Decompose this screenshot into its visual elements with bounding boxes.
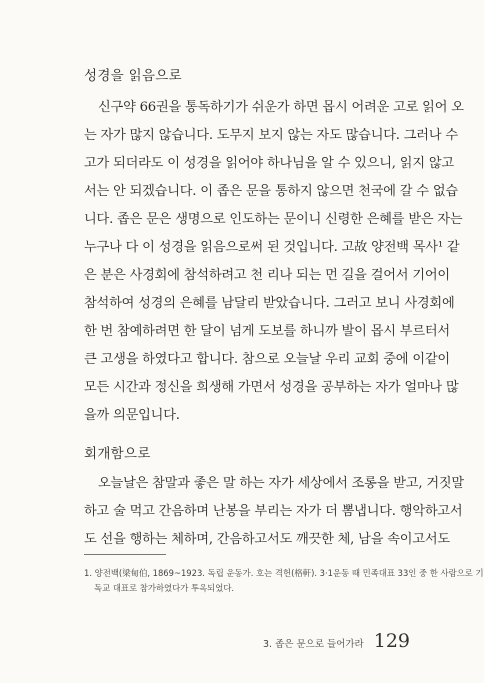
paragraph-reading-bible [84,94,464,430]
footnote-divider [84,554,166,555]
text-line: 큰 고생을 하였다고 합니다. 참으로 오늘날 우리 교회 중에 이같이 [84,352,450,367]
footnote [84,566,484,596]
text-line: 고가 되더라도 이 성경을 읽어야 하나님을 알 수 있으니, 읽지 않고 [84,156,454,171]
text-line: 서는 안 되겠습니다. 이 좁은 문을 통하지 않으면 천국에 갈 수 없습 [84,184,458,199]
text-line: 한 번 참예하려면 한 달이 넘게 도보를 하니까 발이 몹시 부르터서 [84,324,450,339]
text-line: 는 자가 많지 않습니다. 도무지 보지 않는 자도 많습니다. 그러나 수 [84,128,458,143]
text-line: 도 선을 행하는 체하며, 간음하고서도 깨끗한 체, 남을 속이고서도 [84,532,450,547]
text-line: 오늘날은 참말과 좋은 말 하는 자가 세상에서 조롱을 받고, 거짓말 [98,476,464,491]
section-heading-reading-bible: 성경을 읽음으로 [84,68,182,84]
text-line: 누구나 다 이 성경을 읽음으로써 된 것입니다. 고故 양전백 목사¹ 같 [84,240,460,255]
section-heading-repentance: 회개함으로 [84,446,151,462]
text-line: 은 분은 사경회에 참석하려고 천 리나 되는 먼 길을 걸어서 기어이 [84,268,450,283]
footnote-line: 독교 대표로 참가하였다가 투옥되었다. [94,583,235,593]
text-line: 모든 시간과 정신을 희생해 가면서 성경을 공부하는 자가 얼마나 많 [84,380,459,395]
page-footer [263,630,410,652]
footnote-line: 1. 양전백(梁甸伯, 1869~1923. 독립 운동가. 호는 격헌(格軒). 3·1운동 때 민족대표 33인 중 한 사람으로 기 [84,568,484,578]
text-line: 을까 의문입니다. [84,408,180,423]
text-line: 니다. 좁은 문은 생명으로 인도하는 문이니 신령한 은혜를 받은 자는 [84,212,463,227]
page-number: 129 [373,630,410,652]
text-line: 신구약 66권을 통독하기가 쉬운가 하면 몹시 어려운 고로 읽어 오 [98,100,464,115]
paragraph-repentance [84,470,464,554]
text-line: 하고 술 먹고 간음하며 난봉을 부리는 자가 더 뽐냅니다. 행악하고서 [84,504,463,519]
running-head: 3. 좁은 문으로 들어가라 [263,639,364,650]
text-line: 참석하여 성경의 은혜를 남달리 받았습니다. 그러고 보니 사경회에 [84,296,455,311]
